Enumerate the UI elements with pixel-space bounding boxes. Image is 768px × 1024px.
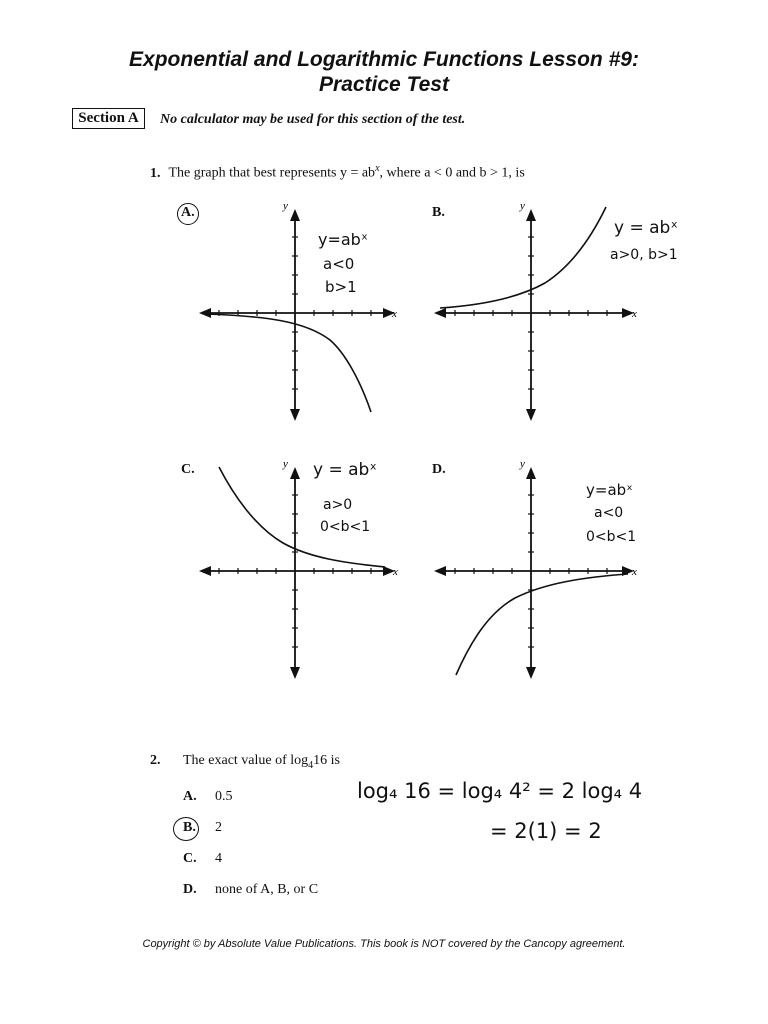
graph-c	[195, 453, 405, 683]
question-2-handwritten-work	[355, 770, 655, 850]
option-a-letter: A.	[183, 789, 197, 804]
graph-label-b: B.	[432, 205, 445, 220]
question-2-text: The exact value of log	[183, 753, 309, 768]
title-line-2: Practice Test	[319, 73, 449, 96]
option-b-value: 2	[215, 820, 222, 835]
graph-d-x-label: x	[632, 566, 637, 578]
graph-c-note-3: 0<b<1	[320, 519, 371, 535]
option-a-value: 0.5	[215, 789, 233, 804]
question-2-text-end: 16 is	[313, 753, 341, 768]
graph-b-x-label: x	[632, 308, 637, 320]
curve-b	[440, 207, 606, 308]
option-d-value: none of A, B, or C	[215, 882, 319, 897]
graph-d-note-1: y=abˣ	[586, 481, 633, 499]
curve-d	[456, 574, 628, 675]
graph-a-x-label: x	[392, 308, 397, 320]
question-1-exponent: x	[375, 163, 380, 174]
title-line-1: Exponential and Logarithmic Functions Lesson #9:	[129, 48, 639, 71]
graph-label-c: C.	[181, 462, 195, 477]
question-2-number: 2.	[150, 753, 161, 768]
section-note: No calculator may be used for this section of the test.	[160, 112, 466, 127]
copyright-footer: Copyright © by Absolute Value Publications. This book is NOT covered by the Cancopy agreement.	[142, 938, 626, 950]
graph-d-note-2: a<0	[594, 505, 624, 521]
section-label: Section A	[72, 108, 145, 129]
graph-a-note-2: a<0	[323, 255, 355, 273]
option-d-letter: D.	[183, 882, 197, 897]
question-1-number: 1.	[150, 165, 161, 181]
graph-c-note-1: y = abˣ	[313, 460, 377, 480]
question-1-text: The graph that best represents y = ab	[168, 165, 376, 181]
graph-a	[195, 195, 405, 425]
graph-b-note-2: a>0, b>1	[610, 247, 678, 263]
graph-a-y-label: y	[283, 200, 288, 212]
work-line-2: = 2(1) = 2	[490, 819, 602, 843]
graph-label-d: D.	[432, 462, 446, 477]
option-b-letter: B.	[183, 820, 196, 835]
graph-b-y-label: y	[520, 200, 525, 212]
graph-c-note-2: a>0	[323, 497, 353, 513]
graph-d	[430, 453, 645, 683]
graph-a-note-1: y=abˣ	[318, 230, 368, 249]
graph-b-note-1: y = abˣ	[614, 218, 678, 238]
question-2-subscript: 4	[308, 759, 314, 771]
graph-a-note-3: b>1	[325, 278, 357, 296]
graph-b	[430, 195, 678, 425]
option-c-value: 4	[215, 851, 222, 866]
curve-c	[219, 467, 385, 567]
graph-c-y-label: y	[283, 458, 288, 470]
graph-label-a: A.	[181, 205, 195, 220]
work-line-1: log₄ 16 = log₄ 4² = 2 log₄ 4	[357, 779, 643, 803]
graph-d-y-label: y	[520, 458, 525, 470]
option-a	[183, 789, 233, 805]
curve-a	[205, 314, 371, 412]
question-1-text-end: , where a < 0 and b > 1, is	[379, 165, 525, 181]
option-c-letter: C.	[183, 851, 197, 866]
option-b	[183, 820, 222, 836]
option-c	[183, 851, 222, 867]
question-1-stem	[150, 163, 525, 182]
option-d	[183, 882, 318, 898]
graph-d-note-3: 0<b<1	[586, 529, 637, 545]
graph-c-x-label: x	[393, 566, 398, 578]
question-2-stem	[150, 753, 340, 771]
